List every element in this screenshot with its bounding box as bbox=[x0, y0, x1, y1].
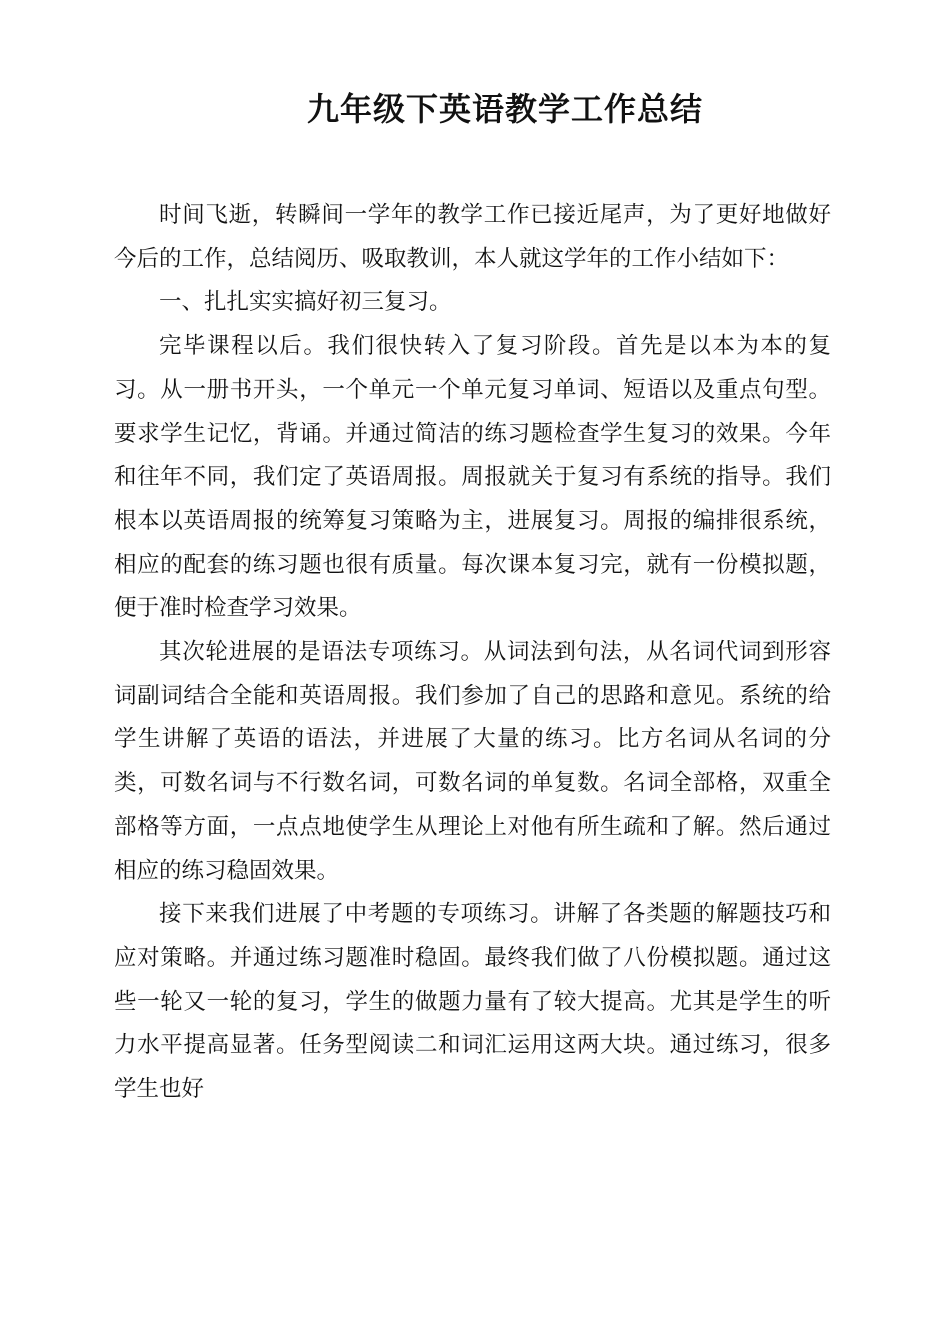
paragraph-intro: 时间飞逝，转瞬间一学年的教学工作已接近尾声，为了更好地做好今后的工作，总结阅历、吸取教训，本人就这学年的工作小结如下： bbox=[114, 202, 831, 272]
document-body bbox=[114, 194, 831, 1112]
document-title: 九年级下英语教学工作总结 bbox=[306, 90, 703, 128]
paragraph-grammar-practice: 其次轮进展的是语法专项练习。从词法到句法，从名词代词到形容词副词结合全能和英语周报。我们参加了自己的思路和意见。系统的给学生讲解了英语的语法，并进展了大量的练习。比方名词从名词的分类，可数名词与不行数名词，可数名词的单复数。名词全部格，双重全部格等方面，一点点地使学生从理论上对他有所生疏和了解。然后通过相应的练习稳固效果。 bbox=[114, 639, 831, 884]
section-heading-review: 一、扎扎实实搞好初三复习。 bbox=[159, 289, 452, 316]
paragraph-exam-practice: 接下来我们进展了中考题的专项练习。讲解了各类题的解题技巧和应对策略。并通过练习题准时稳固。最终我们做了八份模拟题。通过这些一轮又一轮的复习，学生的做题力量有了较大提高。尤其是学生的听力水平提高显著。任务型阅读二和词汇运用这两大块。通过练习，很多学生也好 bbox=[114, 901, 831, 1103]
paragraph-textbook-review: 完毕课程以后。我们很快转入了复习阶段。首先是以本为本的复习。从一册书开头，一个单元一个单元复习单词、短语以及重点句型。要求学生记忆，背诵。并通过简洁的练习题检查学生复习的效果。今年和往年不同，我们定了英语周报。周报就关于复习有系统的指导。我们根本以英语周报的统筹复习策略为主，进展复习。周报的编排很系统，相应的配套的练习题也很有质量。每次课本复习完，就有一份模拟题，便于准时检查学习效果。 bbox=[114, 333, 831, 622]
